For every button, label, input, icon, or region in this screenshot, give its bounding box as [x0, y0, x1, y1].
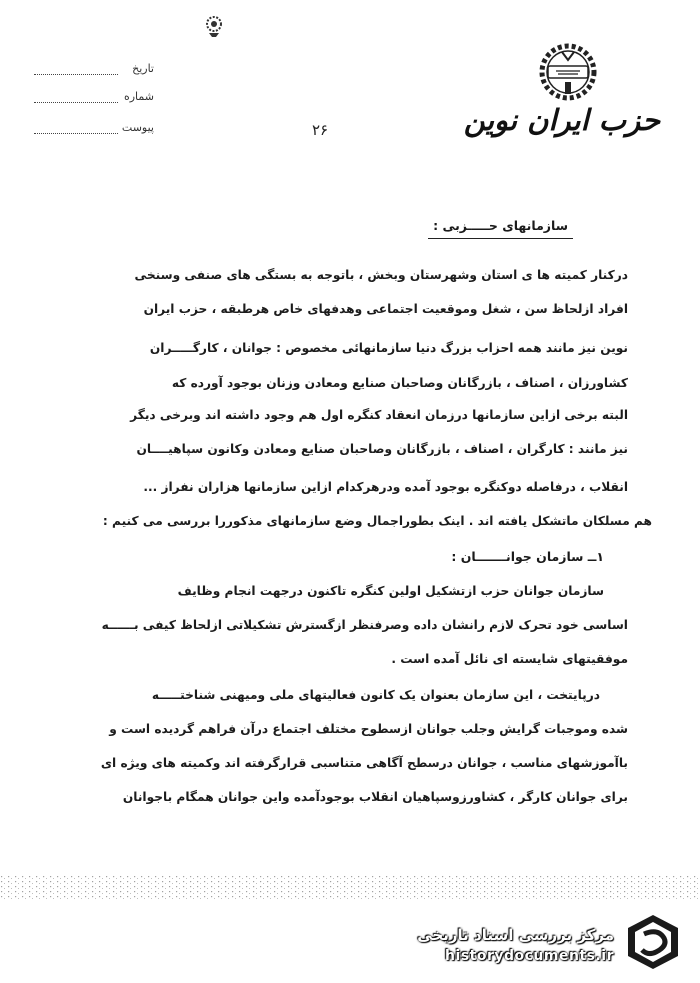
paragraph-line: هم مسلکان ماتشکل یافته اند . اینک بطوراجمال وضع سازمانهای مذکوررا بررسی می کنیم :	[102, 514, 652, 528]
paragraph-line: نوین نیز مانند همه احزاب بزرگ دنیا سازمانهائی مخصوص : جوانان ، کارگـــــران	[149, 341, 628, 355]
paragraph-line: انقلاب ، درفاصله دوکنگره بوجود آمده ودرهرکدام ازاین سازمانها هزاران نفراز ...	[143, 480, 628, 494]
meta-attachment	[34, 121, 154, 137]
paragraph-line: درکنار کمیته ها ی استان وشهرستان وبخش ، باتوجه به بستگی های صنفی وسنخی	[134, 268, 628, 282]
paragraph-line: البته برخی ازاین سازمانها درزمان انعقاد کنگره اول هم وجود داشته اند وبرخی دیگر	[130, 408, 628, 422]
number-label: شماره	[123, 90, 154, 103]
paragraph-line: موفقیتهای شایسته ای نائل آمده است .	[391, 652, 628, 666]
footer-url: historydocuments.ir	[445, 948, 614, 964]
date-dotted-line	[34, 74, 118, 75]
meta-number	[34, 90, 154, 106]
number-dotted-line	[34, 102, 118, 103]
paragraph-line: اساسی خود تحرک لازم رانشان داده وصرفنظر ازگسترش تشکیلاتی ازلحاظ کیفی بــــــه	[101, 618, 628, 632]
section-heading: سازمانهای حـــــزبی :	[433, 218, 568, 233]
attachment-dotted-line	[34, 133, 118, 134]
paragraph-line: برای جوانان کارگر ، کشاورزوسپاهیان انقلاب بوجودآمده واین جوانان همگام باجوانان	[122, 790, 628, 804]
party-name-logo: حزب ایران نوین	[463, 103, 660, 137]
paragraph-line: افراد ازلحاظ سن ، شغل وموقعیت اجتماعی وهدفهای خاص هرطبقه ، حزب ایران	[143, 302, 628, 316]
paragraph-line: شده وموجبات گرایش وجلب جوانان ازسطوح مختلف اجتماع درآن فراهم گردیده است و	[109, 722, 628, 736]
seal-mark-icon	[204, 12, 224, 38]
date-label: تاریخ	[132, 62, 154, 75]
paragraph-line: سازمان جوانان حزب ازتشکیل اولین کنگره تاکنون درجهت انجام وظایف	[177, 584, 604, 598]
attachment-label: پیوست	[121, 121, 154, 134]
paragraph-line: باآموزشهای مناسب ، جوانان درسطح آگاهی متناسبی قرارگرفته اند وکمیته های ویژه ای	[100, 756, 628, 770]
party-emblem-icon	[536, 40, 600, 104]
archive-logo-icon	[624, 912, 682, 972]
heading-underline	[428, 238, 573, 239]
footer-title: مرکز بررسی اسناد تاریخی	[417, 926, 614, 944]
page-number: ۲۶	[312, 121, 329, 139]
paragraph-line: کشاورزان ، اصناف ، بازرگانان وصاحبان صنایع ومعادن وزنان بوجود آورده که	[171, 376, 628, 390]
paragraph-line: درپایتخت ، این سازمان بعنوان یک کانون فعالیتهای ملی ومیهنی شناختـــــه	[151, 688, 600, 702]
meta-date	[34, 62, 154, 78]
section-subheading: ۱ــ سازمان جوانـــــــان :	[451, 549, 604, 564]
paragraph-line: نیز مانند : کارگران ، اصناف ، بازرگانان وصاحبان صنایع ومعادن وکانون سپاهیــــان	[136, 442, 628, 456]
scan-noise	[0, 870, 700, 906]
footer-watermark	[382, 912, 682, 974]
